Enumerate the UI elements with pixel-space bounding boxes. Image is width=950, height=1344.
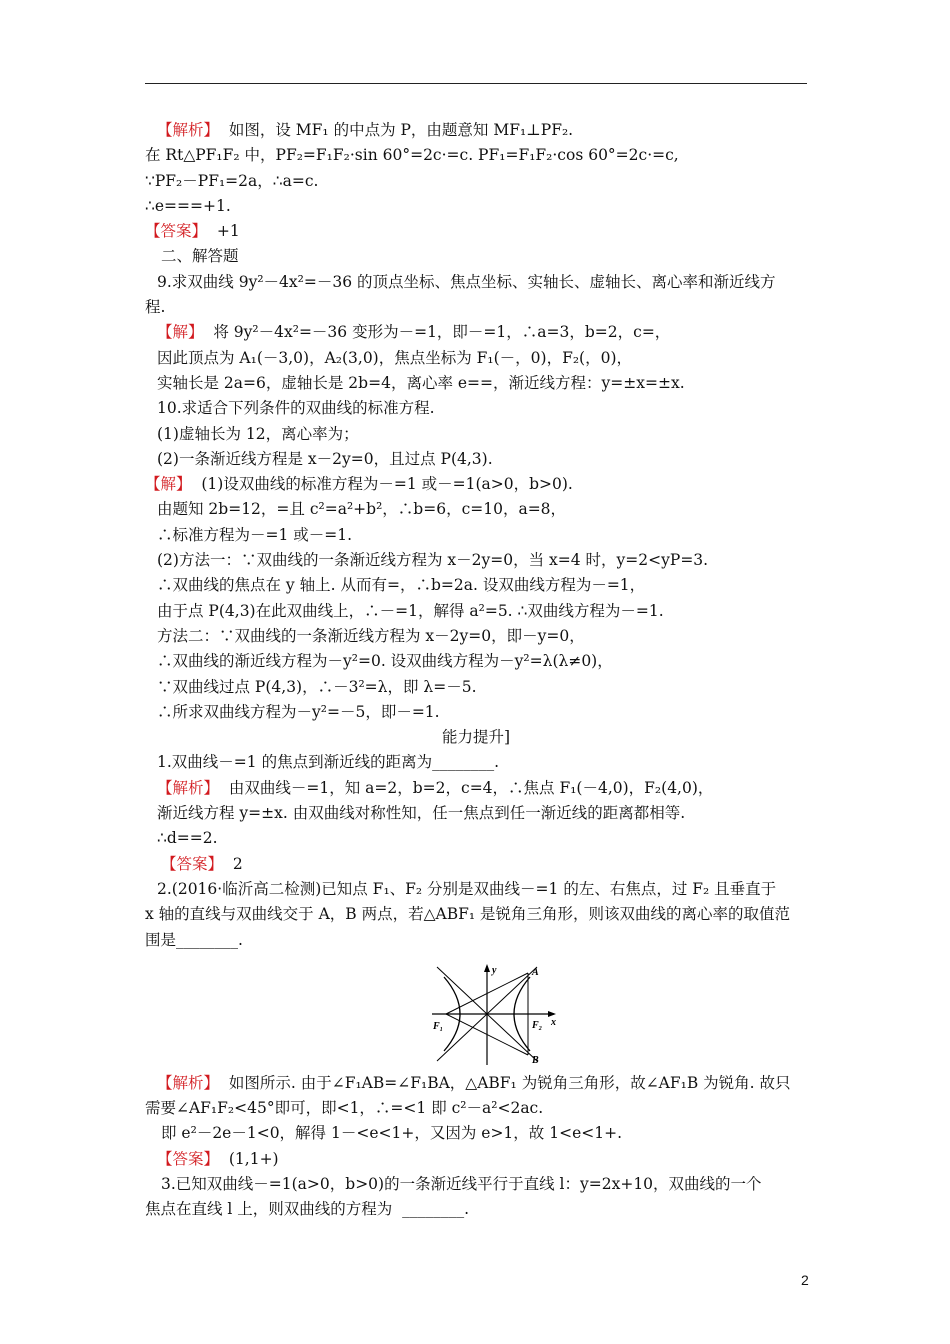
hyperbola-figure	[145, 961, 807, 1067]
text-line: ∴所求双曲线方程为－y²=－5，即－=1.	[157, 702, 440, 721]
text-line: 【解】 (1)设双曲线的标准方程为－=1 或－=1(a>0，b>0).	[145, 475, 573, 494]
header-rule	[145, 83, 807, 84]
text-line: (1)虚轴长为 12，离心率为；	[157, 424, 359, 443]
text-line: (2)一条渐近线方程是 x－2y=0，且过点 P(4,3).	[157, 449, 493, 468]
text-line: 【解】 将 9y²－4x²=－36 变形为－=1，即－=1，∴a=3，b=2，c=，	[157, 323, 671, 342]
problem-10-text: 10.求适合下列条件的双曲线的标准方程.	[157, 399, 435, 418]
text-line: 在 Rt△PF₁F₂ 中，PF₂=F₁F₂·sin 60°=2c·=c. PF₁=F₁F₂·cos 60°=2c·=c,	[145, 146, 679, 165]
text-line: ∴双曲线的渐近线方程为－y²=0. 设双曲线方程为－y²=λ(λ≠0)，	[157, 652, 613, 671]
text-line: 由于点 P(4,3)在此双曲线上，∴－=1，解得 a²=5. ∴双曲线方程为－=1.	[157, 601, 664, 620]
document-body	[145, 118, 807, 1223]
solution-tag: 【解】	[157, 323, 204, 342]
text-line: 由题知 2b=12，=且 c²=a²+b²，∴b=6，c=10，a=8，	[157, 500, 567, 519]
text-line: 实轴长是 2a=6，虚轴长是 2b=4，离心率 e==，渐近线方程：y=±x=±x.	[157, 373, 685, 392]
text-line: ∵PF₂－PF₁=2a，∴a=c.	[145, 171, 319, 190]
text-line: 【答案】 (1,1+)	[157, 1149, 279, 1168]
page-number: 2	[801, 1272, 809, 1288]
point-F2-label: F₂	[532, 1019, 543, 1031]
problem-3-text: 3.已知双曲线－=1(a>0，b>0)的一条渐近线平行于直线 l：y=2x+10，双曲线的一个	[161, 1174, 762, 1193]
y-label: y	[492, 964, 497, 976]
y-axis-arrow	[484, 964, 490, 972]
text-line: x 轴的直线与双曲线交于 A，B 两点，若△ABF₁ 是锐角三角形，则该双曲线的离心率的取值范	[145, 905, 791, 924]
problem-2-text: 2.(2016·临沂高二检测)已知点 F₁、F₂ 分别是双曲线－=1 的左、右焦点，过 F₂ 且垂直于	[157, 879, 777, 898]
x-label: x	[551, 1016, 556, 1028]
text-line: ∴标准方程为－=1 或－=1.	[157, 525, 353, 544]
text-line: 围是________.	[145, 930, 243, 949]
text-line: 即 e²－2e－1<0，解得 1－<e<1+，又因为 e>1，故 1<e<1+.	[161, 1124, 623, 1143]
text-line: ∴e===+1.	[145, 196, 231, 215]
text-line: 【解析】 由双曲线－=1，知 a=2，b=2，c=4，∴焦点 F₁(－4,0)，F₂(4,0)，	[157, 778, 714, 797]
text-line: 需要∠AF₁F₂<45°即可，即<1，∴=<1 即 c²－a²<2ac.	[145, 1099, 544, 1118]
analysis-tag: 【解析】	[157, 121, 220, 139]
analysis-tag: 【解析】	[157, 1073, 220, 1092]
text-line: 渐近线方程 y=±x. 由双曲线对称性知，任一焦点到任一渐近线的距离都相等.	[157, 804, 686, 823]
section-heading: 二、解答题	[161, 247, 239, 266]
text-line: ∵双曲线过点 P(4,3)，∴－3²=λ，即 λ=－5.	[157, 677, 477, 696]
text-line: 【答案】 +1	[145, 222, 240, 241]
problem-1-text: 1.双曲线－=1 的焦点到渐近线的距离为________.	[157, 753, 499, 772]
text-line: 【答案】 2	[161, 854, 243, 873]
text-line: 焦点在直线 l 上，则双曲线的方程为 ________.	[145, 1200, 470, 1219]
hyperbola-diagram	[432, 961, 562, 1067]
section-heading: 能力提升]	[441, 728, 511, 747]
solution-tag: 【解】	[145, 475, 192, 494]
answer-tag: 【答案】	[157, 1149, 220, 1168]
text-line: 方法二：∵双曲线的一条渐近线方程为 x－2y=0，即－y=0，	[157, 626, 585, 645]
text-line: ∴双曲线的焦点在 y 轴上. 从而有=，∴b=2a. 设双曲线方程为－=1，	[157, 576, 646, 595]
text-line: 【解析】 如图，设 MF₁ 的中点为 P，由题意知 MF₁⊥PF₂.	[157, 121, 574, 139]
point-B-label: B	[532, 1054, 539, 1066]
point-F1-label: F₁	[433, 1020, 444, 1032]
problem-9-text: 9.求双曲线 9y²－4x²=－36 的顶点坐标、焦点坐标、实轴长、虚轴长、离心率和渐近线方	[157, 272, 776, 291]
text-line: (2)方法一：∵双曲线的一条渐近线方程为 x－2y=0，当 x=4 时，y=2<yP=3.	[157, 551, 709, 570]
text-line: 因此顶点为 A₁(－3,0)，A₂(3,0)，焦点坐标为 F₁(－，0)，F₂(，0)，	[157, 348, 633, 367]
analysis-tag: 【解析】	[157, 778, 220, 797]
point-A-label: A	[532, 966, 539, 978]
text-line: 【解析】 如图所示. 由于∠F₁AB=∠F₁BA，△ABF₁ 为锐角三角形，故∠AF₁B 为锐角. 故只	[157, 1073, 791, 1092]
text-line: 程.	[145, 298, 166, 317]
text-line: ∴d==2.	[157, 829, 218, 848]
answer-tag: 【答案】	[145, 222, 208, 241]
answer-tag: 【答案】	[161, 854, 224, 873]
